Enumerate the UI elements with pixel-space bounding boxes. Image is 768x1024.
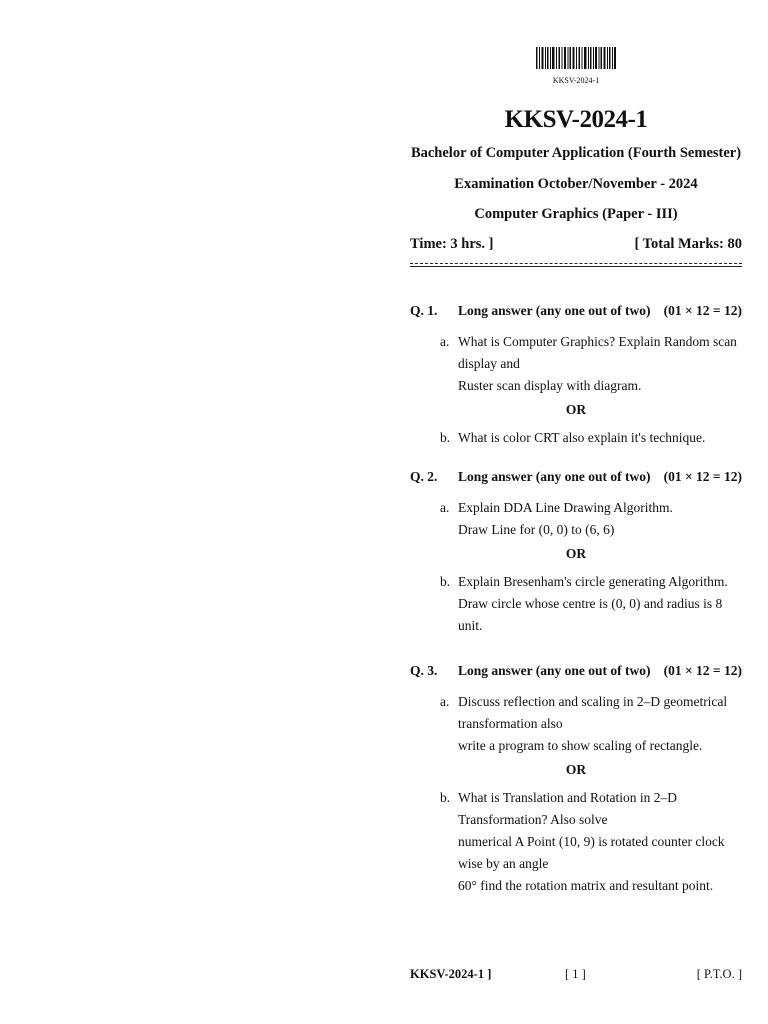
subject-name: Computer Graphics (Paper - III) <box>474 206 678 222</box>
question-header <box>410 303 742 323</box>
question-option-a <box>410 331 742 397</box>
option-label: a. <box>440 694 450 709</box>
question-option-b <box>410 427 742 449</box>
question-marks: (01 × 12 = 12) <box>663 469 742 484</box>
question-option-a <box>410 497 742 541</box>
footer-page-number: [ 1 ] <box>565 967 586 981</box>
barcode-image <box>536 47 616 69</box>
option-line: write a program to show scaling of rectangle. <box>458 738 703 753</box>
question-2 <box>410 469 742 637</box>
or-separator: OR <box>565 402 587 417</box>
total-marks: [ Total Marks: 80 <box>634 236 742 252</box>
footer-pto: [ P.T.O. ] <box>696 967 742 981</box>
question-3 <box>410 663 742 897</box>
option-line: Explain Bresenham's circle generating Algorithm. <box>458 574 728 589</box>
question-number: Q. 3. <box>410 663 438 678</box>
footer-paper-code: KKSV-2024-1 ] <box>410 967 492 981</box>
or-separator: OR <box>565 546 587 561</box>
option-label: b. <box>440 790 451 805</box>
option-label: b. <box>440 574 451 589</box>
option-line: Ruster scan display with diagram. <box>458 378 642 393</box>
question-number: Q. 2. <box>410 469 438 484</box>
paper-code-title: KKSV-2024-1 <box>504 106 648 133</box>
exam-session: Examination October/November - 2024 <box>454 176 698 192</box>
header-divider <box>410 263 742 264</box>
option-label: b. <box>440 430 451 445</box>
question-marks: (01 × 12 = 12) <box>663 303 742 318</box>
question-option-a <box>410 691 742 757</box>
option-line: Explain DDA Line Drawing Algorithm. <box>458 500 673 515</box>
time-duration: Time: 3 hrs. ] <box>410 236 494 252</box>
question-header <box>410 663 742 683</box>
option-label: a. <box>440 334 450 349</box>
option-line: numerical A Point (10, 9) is rotated counter clock wise by an angle <box>458 834 725 871</box>
question-option-b <box>410 571 742 637</box>
or-separator: OR <box>565 762 587 777</box>
question-number: Q. 1. <box>410 303 438 318</box>
option-label: a. <box>440 500 450 515</box>
option-line: 60° find the rotation matrix and resultant point. <box>458 878 714 893</box>
question-marks: (01 × 12 = 12) <box>663 663 742 678</box>
question-title: Long answer (any one out of two) <box>458 469 651 484</box>
option-line: What is Translation and Rotation in 2–D Transformation? Also solve <box>458 790 677 827</box>
barcode-caption: KKSV-2024-1 <box>552 76 600 85</box>
question-title: Long answer (any one out of two) <box>458 663 651 678</box>
question-1 <box>410 303 742 449</box>
option-line: Draw circle whose centre is (0, 0) and radius is 8 unit. <box>458 596 723 633</box>
question-header <box>410 469 742 489</box>
option-line: What is color CRT also explain it's technique. <box>458 430 706 445</box>
course-name: Bachelor of Computer Application (Fourth Semester) <box>410 145 742 161</box>
option-line: Draw Line for (0, 0) to (6, 6) <box>458 522 615 537</box>
question-title: Long answer (any one out of two) <box>458 303 651 318</box>
header-divider-solid <box>410 266 742 267</box>
option-line: Discuss reflection and scaling in 2–D geometrical transformation also <box>458 694 728 731</box>
option-line: What is Computer Graphics? Explain Random scan display and <box>458 334 737 371</box>
question-option-b <box>410 787 742 897</box>
